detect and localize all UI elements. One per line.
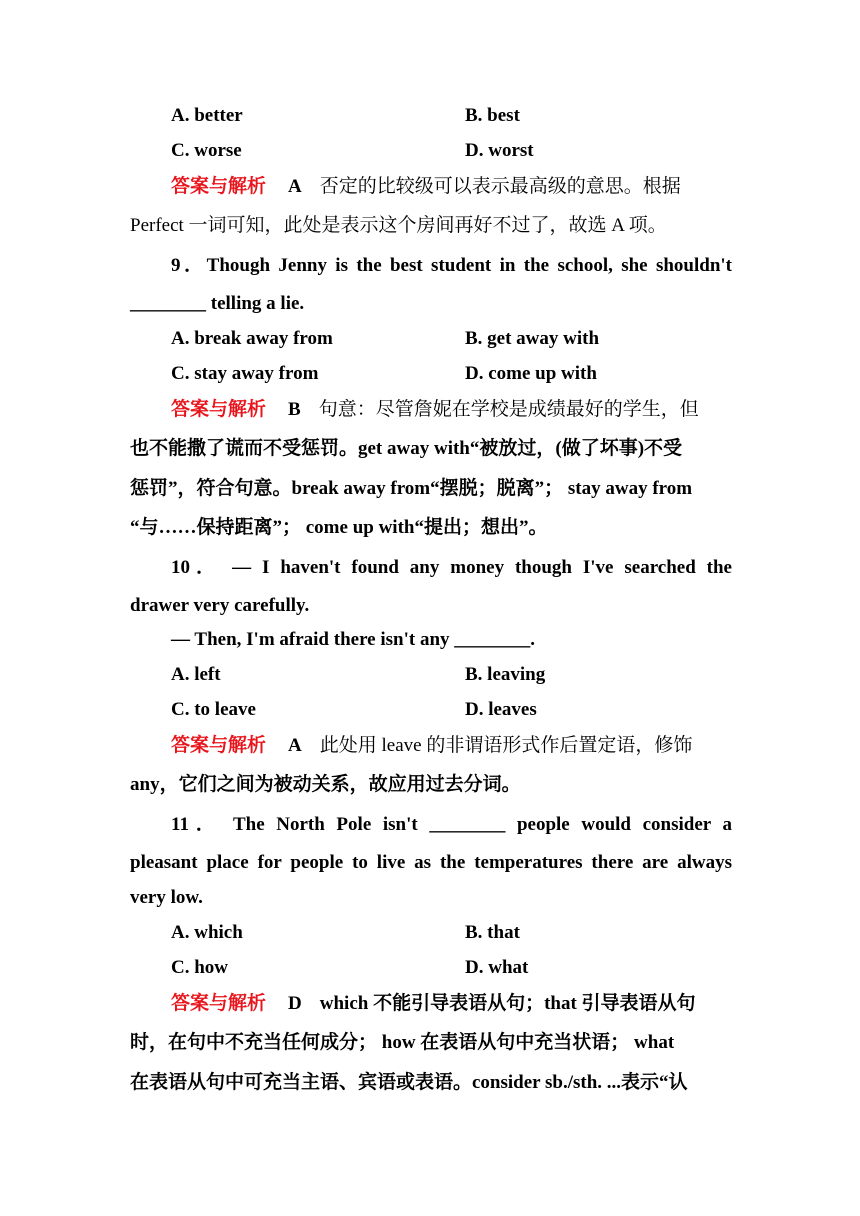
q9-option-a: A. break away from: [171, 328, 333, 349]
q11-explanation-line-3: 在表语从句中可充当主语、宾语或表语。consider sb./sth. ...表示“认: [130, 1072, 688, 1093]
q9-option-b: B. get away with: [465, 328, 600, 349]
q9-explanation-line-3: 惩罚”，符合句意。break away from“摆脱；脱离”； stay away from: [130, 478, 693, 499]
q10-stem-line-1: 10． — I haven't found any money though I've searched the: [171, 557, 732, 578]
q11-option-c: C. how: [171, 957, 229, 978]
q8-option-d: D. worst: [465, 140, 534, 161]
q11-explanation-line-2: 时，在句中不充当任何成分； how 在表语从句中充当状语； what: [130, 1032, 675, 1053]
q10-option-a: A. left: [171, 664, 221, 685]
q10-stem-line-2: drawer very carefully.: [130, 595, 310, 616]
q9-answer-label: 答案与解析: [171, 399, 267, 420]
q11-option-d: D. what: [465, 957, 529, 978]
q8-explanation-line-1: 答案与解析 A 否定的比较级可以表示最高级的意思。根据: [171, 176, 681, 197]
q9-explanation-line-2: 也不能撒了谎而不受惩罚。get away with“被放过，(做了坏事)不受: [130, 438, 683, 459]
q10-explanation-line-2: any，它们之间为被动关系，故应用过去分词。: [130, 774, 521, 795]
q9-stem-line-1: 9．Though Jenny is the best student in the school, she shouldn't: [171, 255, 732, 276]
q11-stem-line-3: very low.: [130, 887, 203, 908]
q10-explanation-line-1: 答案与解析 A 此处用 leave 的非谓语形式作后置定语，修饰: [171, 735, 693, 756]
q8-option-a: A. better: [171, 105, 243, 126]
q10-option-b: B. leaving: [465, 664, 546, 685]
q8-option-c: C. worse: [171, 140, 242, 161]
q8-explanation-line-2: Perfect 一词可知，此处是表示这个房间再好不过了，故选 A 项。: [130, 215, 667, 236]
q8-option-b: B. best: [465, 105, 520, 126]
q10-option-c: C. to leave: [171, 699, 256, 720]
q8-answer-label: 答案与解析: [171, 176, 267, 197]
q11-explanation-line-1: 答案与解析 D which 不能引导表语从句；that 引导表语从句: [171, 993, 696, 1014]
q10-answer: A: [288, 735, 302, 756]
q9-explanation-line-4: “与……保持距离”； come up with“提出；想出”。: [130, 517, 548, 538]
q8-answer: A: [288, 176, 302, 197]
q11-stem-line-1: 11． The North Pole isn't ________ people would consider a: [171, 814, 732, 835]
q9-stem-line-2: ________ telling a lie.: [130, 293, 305, 314]
q11-stem-line-2: pleasant place for people to live as the temperatures there are always: [130, 852, 732, 873]
q11-answer-label: 答案与解析: [171, 993, 267, 1014]
q9-answer: B: [288, 399, 301, 420]
q11-option-b: B. that: [465, 922, 520, 943]
q9-explanation-line-1: 答案与解析 B 句意：尽管詹妮在学校是成绩最好的学生，但: [171, 399, 699, 420]
q11-answer: D: [288, 993, 302, 1014]
q9-option-d: D. come up with: [465, 363, 597, 384]
q10-answer-label: 答案与解析: [171, 735, 267, 756]
q10-option-d: D. leaves: [465, 699, 537, 720]
q10-stem-line-3: — Then, I'm afraid there isn't any ________.: [171, 629, 536, 650]
q11-option-a: A. which: [171, 922, 243, 943]
q9-option-c: C. stay away from: [171, 363, 319, 384]
